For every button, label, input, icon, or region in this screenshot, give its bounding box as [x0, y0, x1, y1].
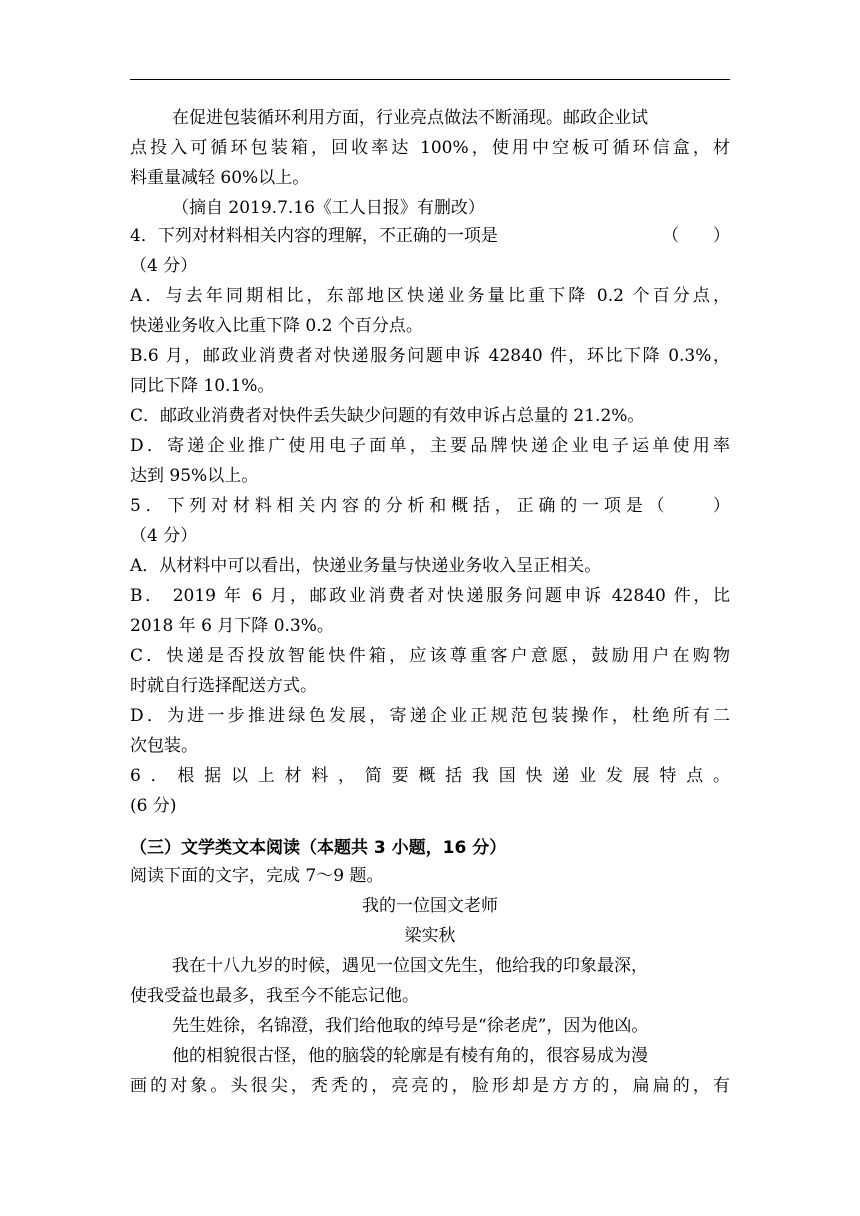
question-4-option-line: 达到 95%以上。: [130, 466, 259, 486]
header-rule: [130, 79, 730, 80]
question-4-option-line: C．邮政业消费者对快件丢失缺少问题的有效申诉占总量的 21.2%。: [130, 406, 645, 426]
question-5-stem: 5．下列对材料相关内容的分析和概括，正确的一项是（ ）: [130, 496, 730, 516]
question-5-option-line: C．快递是否投放智能快件箱，应该尊重客户意愿，鼓励用户在购物: [130, 646, 730, 666]
article-line: 使我受益也最多，我至今不能忘记他。: [130, 986, 419, 1006]
article-title: 我的一位国文老师: [362, 896, 498, 916]
question-4-score: （4 分）: [130, 256, 198, 276]
paragraph-line: 在促进包装循环利用方面，行业亮点做法不断涌现。邮政企业试: [172, 108, 648, 128]
question-5-option-line: D．为进一步推进绿色发展，寄递企业正规范包装操作，杜绝所有二: [130, 706, 730, 726]
question-4-stem: 4．下列对材料相关内容的理解，不正确的一项是: [130, 226, 498, 246]
question-5-option-line: 时就自行选择配送方式。: [130, 676, 317, 696]
question-6-score: (6 分): [130, 796, 177, 816]
paragraph-line: 点投入可循环包装箱，回收率达 100%，使用中空板可循环信盒，材: [130, 138, 730, 158]
question-5-option-line: 次包装。: [130, 736, 198, 756]
question-5-option-line: B． 2019 年 6 月，邮政业消费者对快递服务问题申诉 42840 件，比: [130, 586, 730, 606]
question-5-score: （4 分）: [130, 526, 198, 546]
paragraph-line: 料重量减轻 60%以上。: [130, 168, 310, 188]
question-4-option-line: 快递业务收入比重下降 0.2 个百分点。: [130, 316, 423, 336]
article-line: 先生姓徐，名锦澄，我们给他取的绰号是“徐老虎”，因为他凶。: [172, 1016, 649, 1036]
question-4-option-line: A．与去年同期相比，东部地区快递业务量比重下降 0.2 个百分点，: [130, 286, 730, 306]
article-line: 我在十八九岁的时候，遇见一位国文先生，他给我的印象最深，: [172, 956, 648, 976]
question-4-option-line: B.6 月，邮政业消费者对快递服务问题申诉 42840 件，环比下降 0.3%，: [130, 346, 730, 366]
question-6-stem: 6．根据以上材料，简要概括我国快递业发展特点。: [130, 766, 730, 786]
article-line: 他的相貌很古怪，他的脑袋的轮廓是有棱有角的，很容易成为漫: [172, 1046, 648, 1066]
question-5-option-line: A．从材料中可以看出，快递业务量与快递业务收入呈正相关。: [130, 556, 602, 576]
question-4-option-line: 同比下降 10.1%。: [130, 376, 275, 396]
source-citation: （摘自 2019.7.16《工人日报》有删改）: [172, 198, 485, 218]
question-4-option-line: D．寄递企业推广使用电子面单，主要品牌快递企业电子运单使用率: [130, 436, 730, 456]
question-5-option-line: 2018 年 6 月下降 0.3%。: [130, 616, 334, 636]
section-instruction: 阅读下面的文字，完成 7～9 题。: [130, 866, 384, 886]
section-heading: （三）文学类文本阅读（本题共 3 小题，16 分）: [130, 838, 507, 858]
question-4-answer-bracket: （ ）: [662, 226, 730, 246]
article-line: 画的对象。头很尖，秃秃的，亮亮的，脸形却是方方的，扁扁的，有: [130, 1076, 730, 1096]
article-author: 梁实秋: [404, 926, 456, 946]
